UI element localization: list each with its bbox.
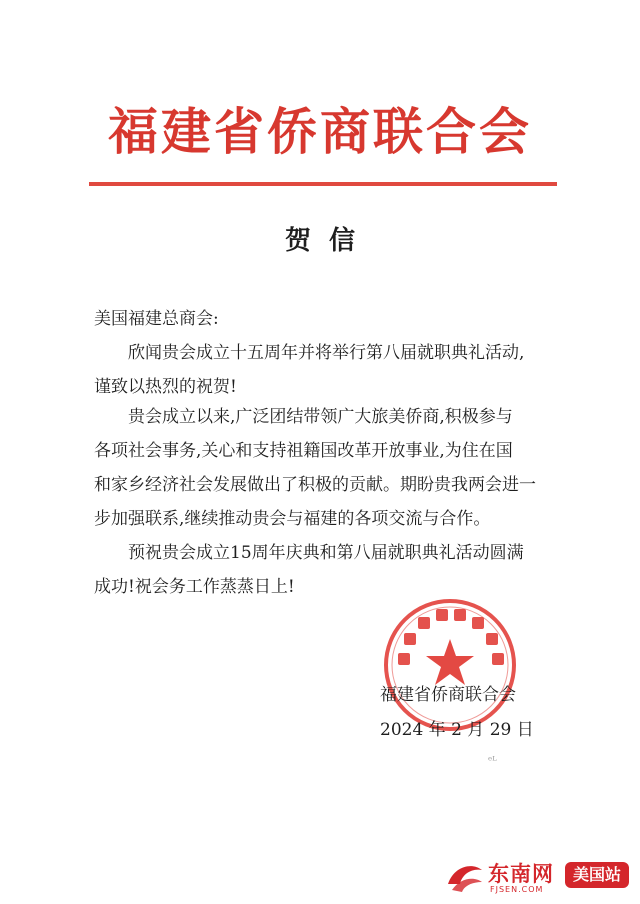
official-seal-icon [380, 595, 520, 735]
body-line: 欣闻贵会成立十五周年并将举行第八届就职典礼活动, [128, 343, 525, 363]
letterhead-org-name: 福建省侨商联合会 [108, 102, 532, 161]
site-watermark [442, 856, 632, 896]
signature-date: 2024 年 2 月 29 日 [380, 720, 534, 740]
body-line: 各项社会事务,关心和支持祖籍国改革开放事业,为住在国 [94, 441, 513, 461]
handwritten-mark-icon: ᵉᴸ [488, 754, 497, 767]
watermark-url: FJSEN.COM [490, 885, 544, 894]
signature-org: 福建省侨商联合会 [380, 685, 516, 705]
body-line: 谨致以热烈的祝贺! [94, 377, 237, 397]
letter-title: 贺信 [284, 226, 373, 256]
fjsen-logo-icon [442, 856, 486, 896]
body-line: 步加强联系,继续推动贵会与福建的各项交流与合作。 [94, 509, 491, 529]
body-line: 和家乡经济社会发展做出了积极的贡献。期盼贵我两会进一 [94, 475, 536, 495]
body-line: 预祝贵会成立15周年庆典和第八届就职典礼活动圆满 [128, 543, 524, 563]
watermark-badge: 美国站 [565, 862, 629, 888]
letterhead-divider [89, 182, 557, 186]
body-line: 贵会成立以来,广泛团结带领广大旅美侨商,积极参与 [128, 407, 513, 427]
watermark-site-name: 东南网 [488, 862, 554, 886]
body-line: 成功!祝会务工作蒸蒸日上! [94, 577, 295, 597]
salutation: 美国福建总商会: [94, 309, 219, 329]
